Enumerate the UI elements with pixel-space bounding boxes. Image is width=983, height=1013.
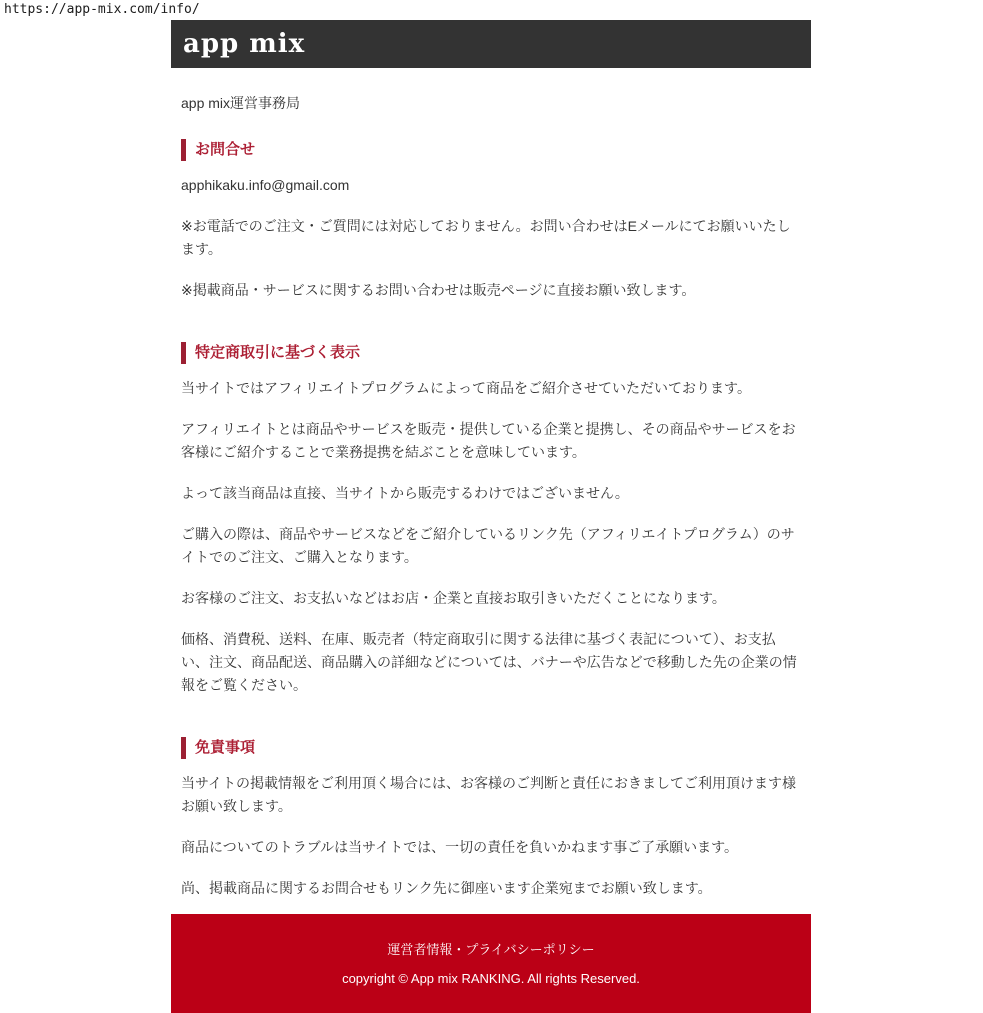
paragraph: 価格、消費税、送料、在庫、販売者（特定商取引に関する法律に基づく表記について）、お支払い、注文、商品配送、商品購入の詳細などについては、バナーや広告などで移動した先の企業の情報をご覧ください。: [181, 631, 797, 693]
paragraph: よって該当商品は直接、当サイトから販売するわけではございません。: [181, 485, 629, 501]
site-header: [171, 20, 811, 68]
browser-url-text: https://app-mix.com/info/: [4, 2, 200, 17]
page-column: [171, 20, 811, 959]
paragraph: 尚、掲載商品に関するお問合せもリンク先に御座います企業宛までお願い致します。: [181, 880, 712, 896]
paragraph: ご購入の際は、商品やサービスなどをご紹介しているリンク先（アフィリエイトプログラム）のサイトでのご注文、ご購入となります。: [181, 526, 795, 565]
paragraph: ※お電話でのご注文・ご質問には対応しておりません。お問い合わせはEメールにてお願いいたします。: [181, 218, 791, 257]
paragraph: 当サイトの掲載情報をご利用頂く場合には、お客様のご判断と責任におきましてご利用頂けます様お願い致します。: [181, 775, 797, 814]
paragraph: アフィリエイトとは商品やサービスを販売・提供している企業と提携し、その商品やサービスをお客様にご紹介することで業務提携を結ぶことを意味しています。: [181, 421, 796, 460]
site-logo-text[interactable]: app mix: [183, 29, 306, 59]
footer-copyright-text: copyright © App mix RANKING. All rights Reserved.: [342, 971, 640, 986]
transactions-section: [181, 342, 801, 697]
site-footer: [171, 914, 811, 1013]
contact-section-heading: お問合せ: [181, 139, 801, 161]
paragraph: 当サイトではアフィリエイトプログラムによって商品をご紹介させていただいております。: [181, 380, 751, 396]
paragraph: お客様のご注文、お支払いなどはお店・企業と直接お取引きいただくことになります。: [181, 590, 726, 606]
footer-privacy-policy-link[interactable]: 運営者情報・プライバシーポリシー: [387, 942, 595, 957]
operator-label: app mix運営事務局: [181, 95, 301, 111]
contact-email-text: apphikaku.info@gmail.com: [181, 177, 350, 193]
main-content: [171, 68, 811, 941]
transactions-section-heading: 特定商取引に基づく表示: [181, 342, 801, 364]
disclaimer-section: [181, 737, 801, 941]
paragraph: ※掲載商品・サービスに関するお問い合わせは販売ページに直接お願い致します。: [181, 282, 696, 298]
disclaimer-section-heading: 免責事項: [181, 737, 801, 759]
contact-section: [181, 139, 801, 302]
paragraph: 商品についてのトラブルは当サイトでは、一切の責任を負いかねます事ご了承願います。: [181, 839, 739, 855]
